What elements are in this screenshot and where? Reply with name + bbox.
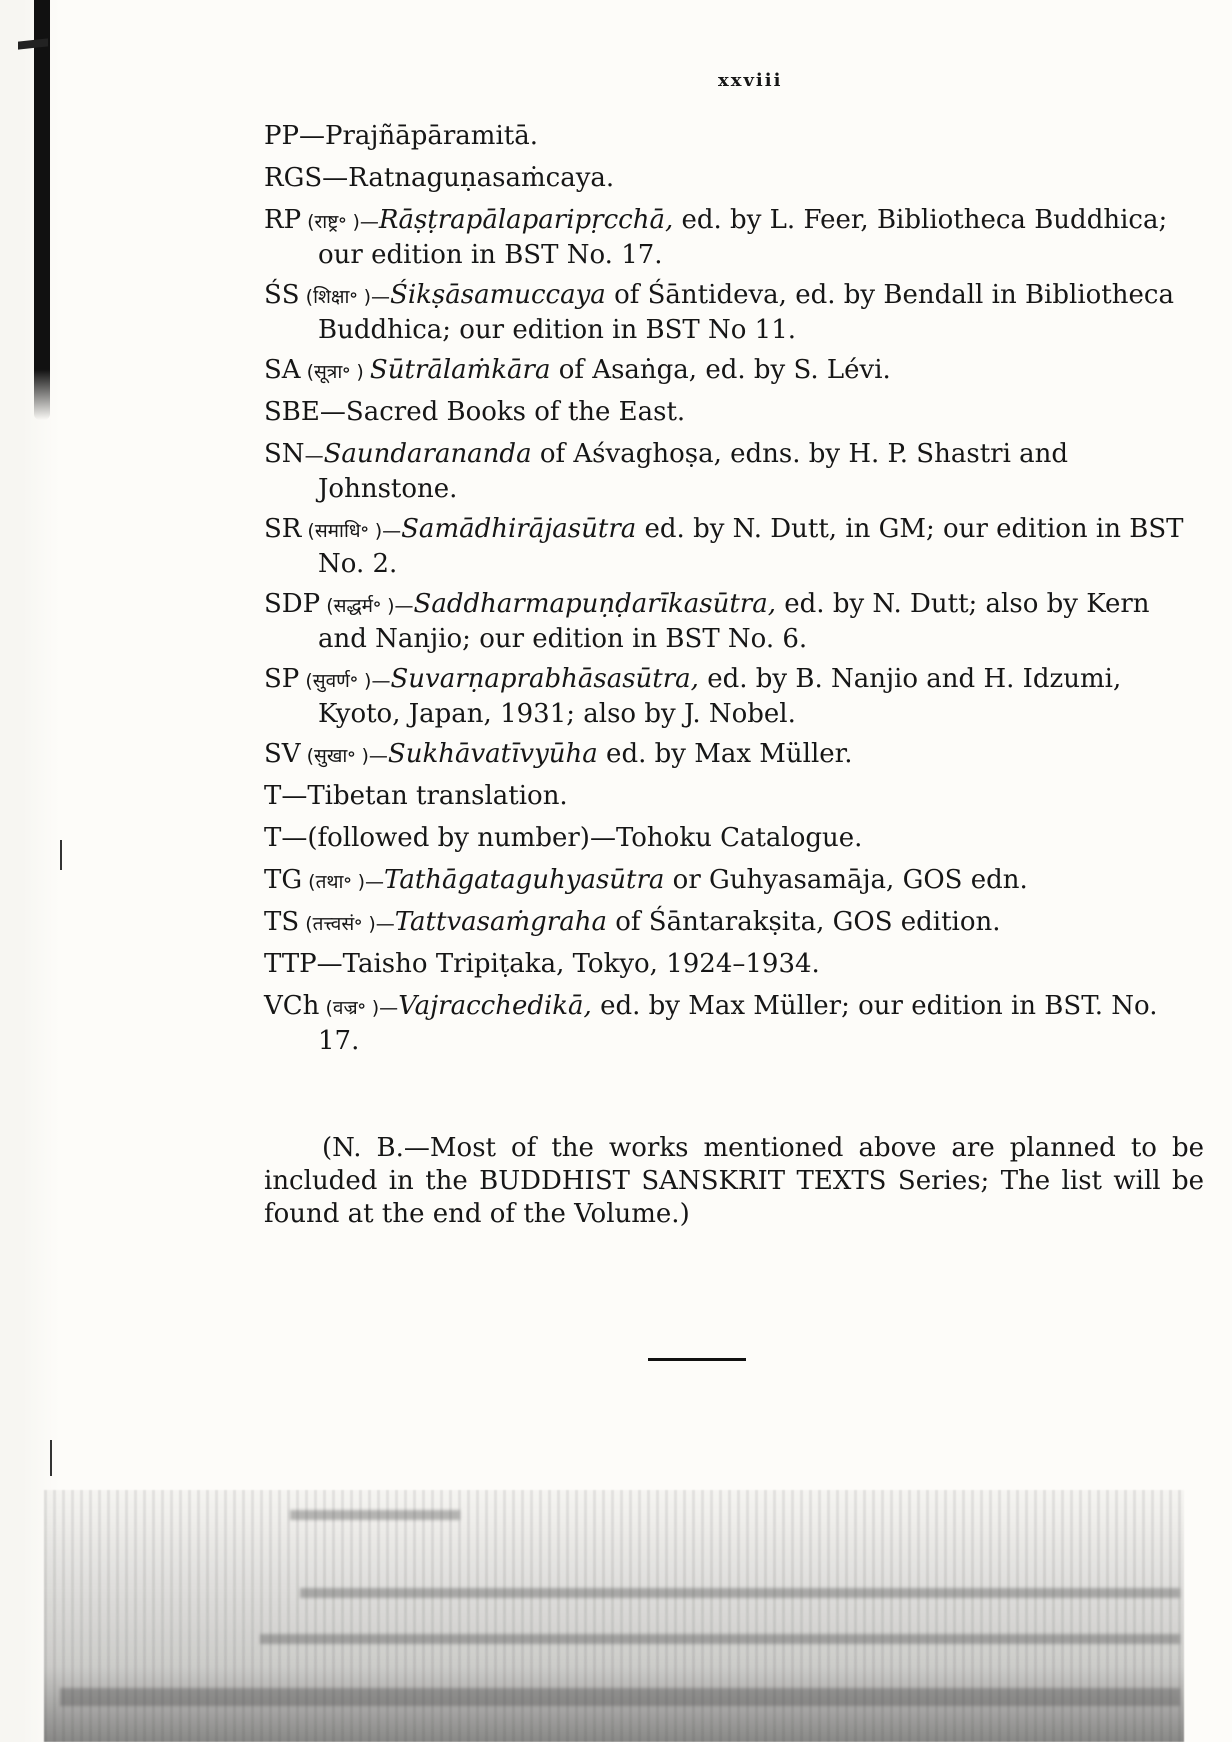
list-item: SV (सुखा॰ )—Sukhāvatīvyūha ed. by Max Müller. [264, 739, 853, 769]
list-item: TTP—Taisho Tripiṭaka, Tokyo, 1924–1934. [264, 949, 820, 979]
list-item: RGS—Ratnaguṇasaṁcaya. [264, 163, 615, 193]
margin-mark [50, 1440, 52, 1476]
list-item: SA (सूत्रा॰ ) Sūtrālaṁkāra of Asaṅga, ed. by S. Lévi. [264, 355, 891, 385]
list-item: SDP (सद्धर्म॰ )—Saddharmapuṇḍarīkasūtra, ed. by N. Dutt; also by Kern and Nanjio; our edition in BST No. 6. [264, 589, 1150, 654]
margin-mark [60, 840, 62, 870]
list-item: ŚS (शिक्षा॰ )—Śikṣāsamuccaya of Śāntideva, ed. by Bendall in Bibliotheca Buddhica; our edition in BST No 11. [264, 280, 1174, 345]
show-through-line [300, 1588, 1180, 1598]
show-through-line [260, 1634, 1180, 1644]
list-item: T—(followed by number)—Tohoku Catalogue. [264, 823, 863, 853]
list-item: T—Tibetan translation. [264, 781, 568, 811]
binding-edge [34, 0, 50, 420]
list-item: SN—Saundarananda of Aśvaghoṣa, edns. by H. P. Shastri and Johnstone. [264, 439, 1069, 504]
section-divider [648, 1358, 746, 1361]
abbreviation-list [264, 120, 1204, 1065]
list-item: SBE—Sacred Books of the East. [264, 397, 686, 427]
list-item: SR (समाधि॰ )—Samādhirājasūtra ed. by N. Dutt, in GM; our edition in BST No. 2. [264, 514, 1184, 579]
page-number: xxviii [718, 70, 783, 91]
editorial-note: (N. B.—Most of the works mentioned above are planned to be included in the BUDDHIST SANSKRIT TEXTS Series; The list will be found at the end of the Volume.) [264, 1133, 1204, 1229]
show-through-line [290, 1510, 460, 1520]
list-item: PP—Prajñāpāramitā. [264, 121, 538, 151]
binding-shadow [0, 0, 60, 1742]
show-through-line [60, 1688, 1180, 1706]
list-item: SP (सुवर्ण॰ )—Suvarṇaprabhāsasūtra, ed. by B. Nanjio and H. Idzumi, Kyoto, Japan, 1931; also by J. Nobel. [264, 664, 1122, 729]
list-item: TG (तथा॰ )—Tathāgataguhyasūtra or Guhyasamāja, GOS edn. [264, 865, 1028, 895]
list-item: TS (तत्त्वसं॰ )—Tattvasaṁgraha of Śāntarakṣita, GOS edition. [264, 907, 1001, 937]
list-item: VCh (वज्र॰ )—Vajracchedikā, ed. by Max Müller; our edition in BST. No. 17. [264, 991, 1158, 1056]
list-item: RP (राष्ट्र॰ )—Rāṣṭrapālaparipṛcchā, ed. by L. Feer, Bibliotheca Buddhica; our edition in BST No. 17. [264, 205, 1168, 270]
